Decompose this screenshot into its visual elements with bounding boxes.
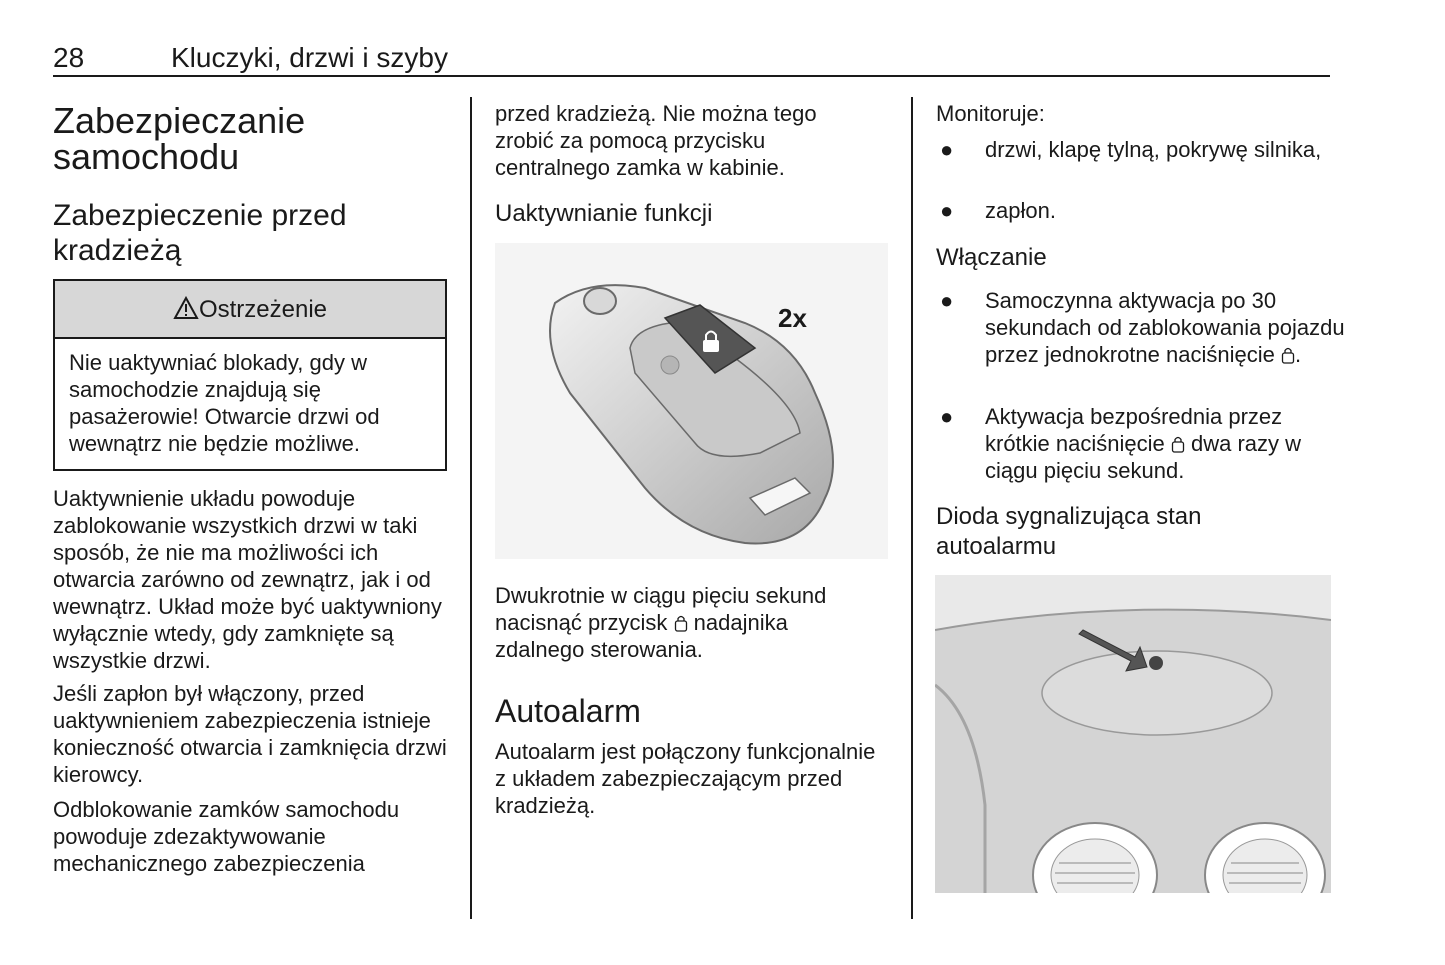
lock-icon xyxy=(1171,433,1185,452)
paragraph-continuation: przed kradzieżą. Nie można tego zrobić za pomocą przycisku centralnego zamka w kabinie. xyxy=(495,101,817,180)
list-item xyxy=(940,197,1340,224)
list-item-text-before: Aktywacja bezpośrednia przez krótkie naciśnięcie xyxy=(985,404,1283,456)
page-number: 28 xyxy=(53,42,85,73)
key-fob-illustration xyxy=(495,243,888,559)
column-divider-2 xyxy=(911,97,913,919)
warning-heading: Ostrzeżenie xyxy=(198,296,328,323)
monitors-label: Monitoruje: xyxy=(936,101,1045,126)
dashboard-led-figure xyxy=(935,575,1331,893)
paragraph-ignition: Jeśli zapłon był włączony, przed uaktywnieniem zabezpieczenia istnieje konieczność otwarcia i zamknięcia drzwi kierowcy. xyxy=(53,681,447,787)
column-divider-1 xyxy=(470,97,472,919)
section-subtitle: Zabezpieczenie przed kradzieżą xyxy=(53,199,347,267)
section-title: Kluczyki, drzwi i szyby xyxy=(171,42,448,73)
warning-box xyxy=(53,279,447,471)
led-heading: Dioda sygnalizująca stan autoalarmu xyxy=(936,503,1202,560)
key-fob-figure xyxy=(495,243,888,559)
activation-heading: Uaktywnianie funkcji xyxy=(495,200,713,227)
header-divider xyxy=(53,75,1330,77)
paragraph-unlocking: Odblokowanie zamków samochodu powoduje zdezaktywowanie mechanicznego zabezpieczenia xyxy=(53,797,400,876)
dashboard-illustration xyxy=(935,575,1331,893)
unlock-icon xyxy=(661,356,679,374)
list-item xyxy=(940,287,1345,395)
press-count-label: 2x xyxy=(778,303,807,333)
warning-text: Nie uaktywniać blokady, gdy w samochodzie znajdują się pasażerowie! Otwarcie drzwi od wewnątrz nie będzie możliwe. xyxy=(69,350,380,456)
paragraph-instruction xyxy=(495,582,875,663)
list-item-text xyxy=(985,403,1345,484)
list-item-text xyxy=(985,287,1345,368)
lock-icon xyxy=(674,612,688,631)
list-item-text-after: . xyxy=(1294,342,1302,367)
bullet-marker: ● xyxy=(940,288,954,313)
warning-header xyxy=(55,281,445,339)
list-item xyxy=(940,136,1340,190)
paragraph-autoalarm: Autoalarm jest połączony funkcjonalnie z układem zabezpieczającym przed kradzieżą. xyxy=(495,739,876,818)
list-item-text-before: Samoczynna aktywacja po 30 sekundach od zablokowania pojazdu przez jednokrotne naciśnięcie xyxy=(985,288,1345,367)
list-item-text-after: dwa razy w ciągu pięciu sekund. xyxy=(985,431,1302,483)
page-title: Zabezpieczanie samochodu xyxy=(53,100,306,177)
instruction-before: Dwukrotnie w ciągu pięciu sekund nacisnąć przycisk xyxy=(495,583,827,635)
list-item xyxy=(940,403,1340,484)
paragraph-activation: Uaktywnienie układu powoduje zablokowanie wszystkich drzwi w taki sposób, że nie ma możliwości ich otwarcia zarówno od zewnątrz, jak i od wewnątrz. Układ może być uaktywniony wyłącznie wtedy, gdy zamknięte są wszystkie drzwi. xyxy=(53,486,442,673)
instruction-after: nadajnika zdalnego sterowania. xyxy=(495,610,788,662)
list-item-text: drzwi, klapę tylną, pokrywę silnika, xyxy=(985,137,1322,162)
warning-triangle-icon xyxy=(173,284,199,342)
enable-heading: Włączanie xyxy=(936,244,1047,271)
led-indicator xyxy=(1149,656,1163,670)
list-item-text: zapłon. xyxy=(985,198,1056,223)
bullet-marker: ● xyxy=(940,137,954,162)
autoalarm-heading: Autoalarm xyxy=(495,693,641,729)
bullet-marker: ● xyxy=(940,404,954,429)
bullet-marker: ● xyxy=(940,198,954,223)
lock-icon xyxy=(1281,344,1295,363)
